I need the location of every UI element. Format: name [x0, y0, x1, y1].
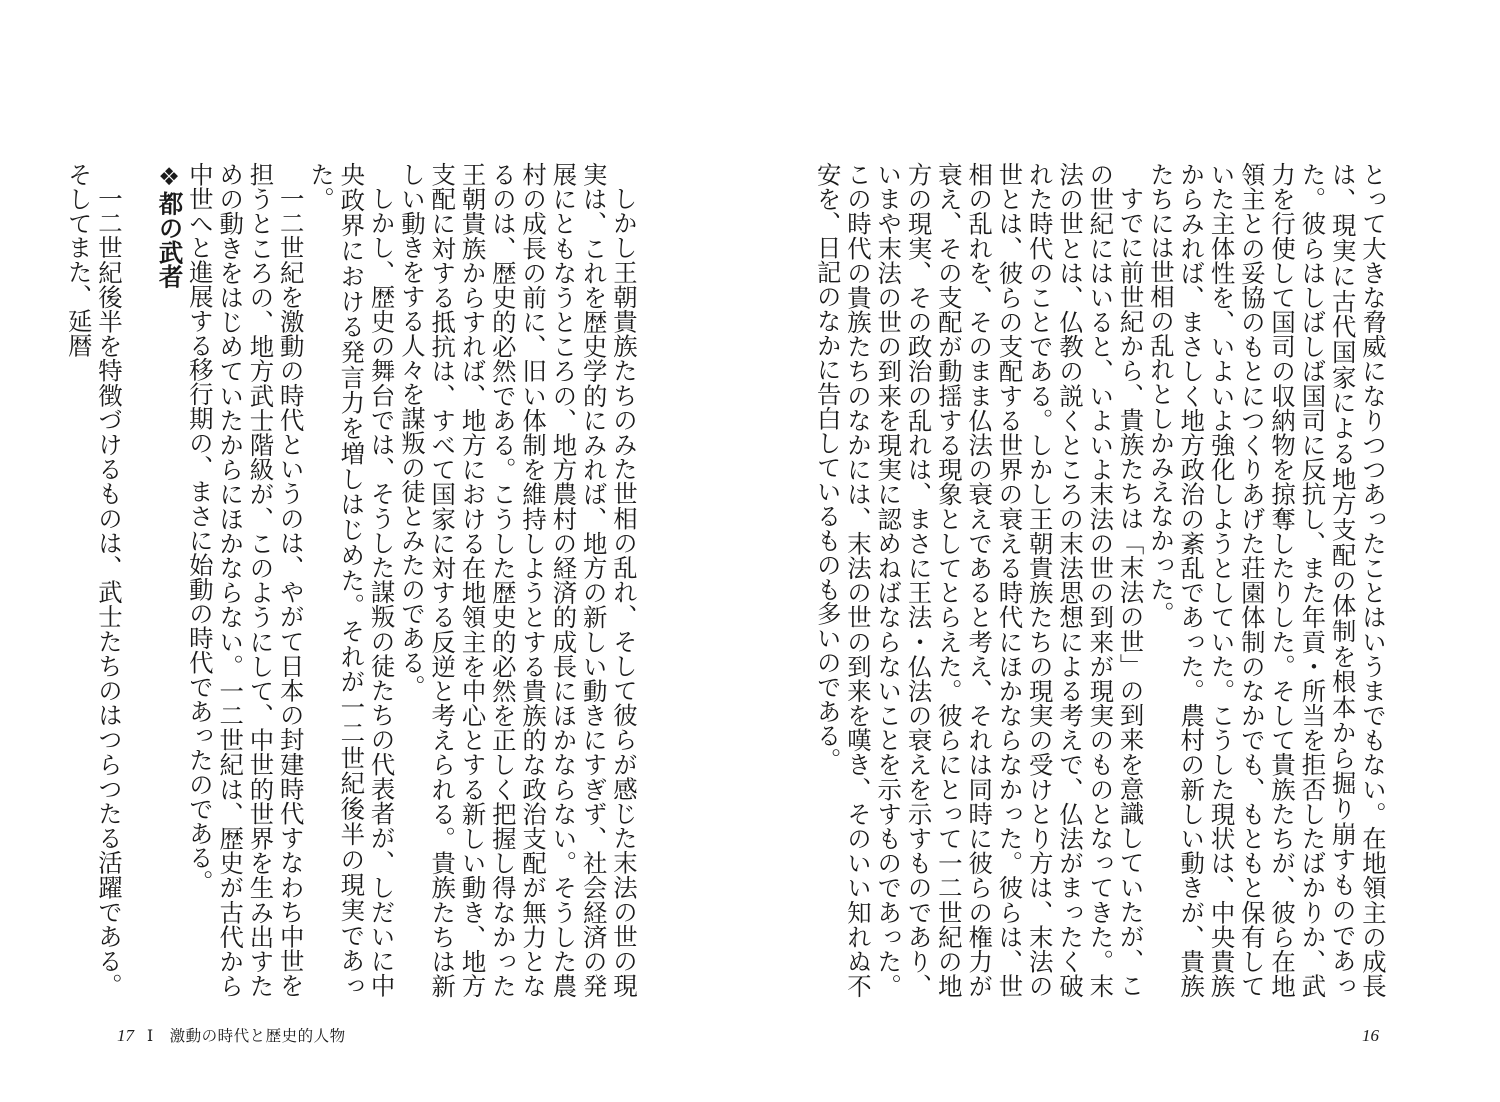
paragraph: しかし王朝貴族たちのみた世相の乱れ、そして彼らが感じた末法の世の現実は、これを歴史学的にみれば、地方の新しい動きにすぎず、社会経済の発展にともなうところの、地方農村の経済的成長にほかならない。そうした農村の成長の前に、旧い体制を維持しようとする貴族的な政治支配が無力となるのは、歴史的必然である。こうした歴史的必然を正しく把握し得なかった王朝貴族からすれば、地方における在地領主を中心とする新しい動き、地方支配に対する抵抗は、すべて国家に対する反逆と考えられる。貴族たちは新しい動きをする人々を謀叛の徒とみたのである。: [396, 162, 638, 998]
paragraph: とって大きな脅威になりつつあったことはいうまでもない。在地領主の成長は、現実に古代国家による地方支配の体制を根本から掘り崩すものであった。彼らはしばしば国司に反抗し、また年貢・所当を拒否したばかりか、武力を行使して国司の収納物を掠奪したりした。そして貴族たちが、彼ら在地領主との妥協のもとにつくりあげた荘園体制のなかでも、もともと保有していた主体性を、いよいよ強化しようとしていた。こうした現状は、中央貴族からみれば、まさしく地方政治の紊乱であった。農村の新しい動きが、貴族たちには世相の乱れとしかみえなかった。: [1145, 162, 1387, 998]
section-heading-text: 都の武者: [154, 191, 184, 289]
right-page-body: [747, 162, 1387, 998]
paragraph: しかし、歴史の舞台では、そうした謀叛の徒たちの代表者が、しだいに中央政界における発言力を増しはじめた。それが一二世紀後半の現実であった。: [306, 162, 396, 998]
section-heading: [153, 162, 183, 998]
page-number-right: 16: [1362, 1026, 1379, 1045]
paragraph: 一二世紀を激動の時代というのは、やがて日本の封建時代すなわち中世を担うところの、地方武士階級が、このようにして、中世的世界を生み出すための動きをはじめていたからにほかならない。一二世紀は、歴史が古代から中世へと進展する移行期の、まさに始動の時代であったのである。: [184, 162, 305, 998]
paragraph: すでに前世紀から、貴族たちは「末法の世」の到来を意識していたが、この世紀にはいると、いよいよ末法の世の到来が現実のものとなってきた。末法の世とは、仏教の説くところの末法思想による考えで、仏法がまったく破れた時代のことである。しかし王朝貴族たちの現実の受けとり方は、末法の世とは、彼らの支配する世界の衰える時代にほかならなかった。彼らは、世相の乱れを、そのまま仏法の衰えであると考え、それは同時に彼らの権力が衰え、その支配が動揺する現象としてとらえた。彼らにとって一二世紀の地方の現実、その政治の乱れは、まさに王法・仏法の衰えを示すものであり、いまや末法の世の到来を現実に認めねばならないことを示すものであった。この時代の貴族たちのなかには、末法の世の到来を嘆き、そのいい知れぬ不安を、日記のなかに告白しているものも多いのである。: [812, 162, 1145, 998]
left-page-body: [0, 162, 638, 998]
section-mark-icon: ❖: [154, 162, 184, 191]
page-number-left: 17: [117, 1026, 134, 1045]
paragraph: 一二世紀後半を特徴づけるものは、武士たちのはつらつたる活躍である。そしてまた、延暦: [63, 162, 123, 998]
running-head: Ⅰ 激動の時代と歴史的人物: [147, 1027, 346, 1045]
